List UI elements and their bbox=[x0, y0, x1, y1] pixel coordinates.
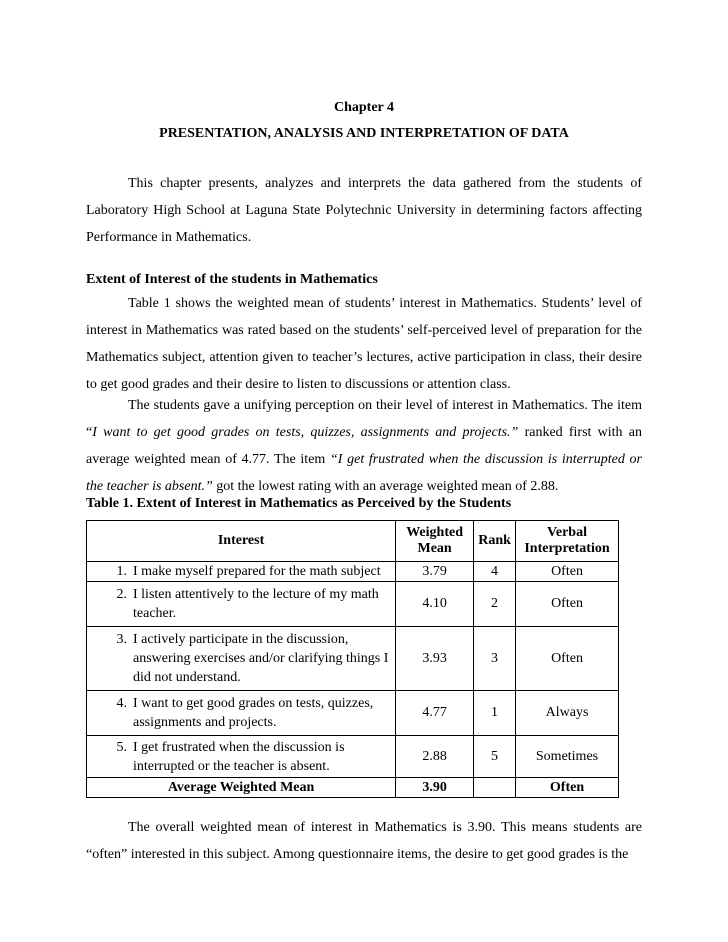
average-label: Average Weighted Mean bbox=[87, 778, 396, 798]
header-verbal: Verbal bbox=[547, 525, 587, 540]
item-number: 5. bbox=[116, 739, 127, 755]
mean-cell: 3.79 bbox=[396, 562, 474, 582]
verbal-cell: Always bbox=[516, 691, 619, 736]
paragraph-1-text: Table 1 shows the weighted mean of students’ interest in Mathematics. Students’ level of interest in Mathematics was rated based on the students’ self-perceived level of preparation for the Mathematics subject, attention given to teacher’s lectures, active participation in class, their desire to get good grades and their desire to listen to discussions or attention class. bbox=[86, 296, 642, 392]
item-number: 4. bbox=[116, 696, 127, 711]
item-number: 2. bbox=[116, 587, 127, 602]
item-text: I want to get good grades on tests, quizzes, assignments and projects. bbox=[133, 696, 374, 730]
header-weighted-mean bbox=[396, 521, 474, 562]
header-interpretation: Interpretation bbox=[524, 541, 610, 556]
mean-cell: 3.93 bbox=[396, 627, 474, 691]
chapter-label: Chapter 4 bbox=[333, 100, 395, 115]
interest-table bbox=[86, 520, 619, 798]
table-row bbox=[87, 627, 619, 691]
rank-cell: 1 bbox=[474, 691, 516, 736]
rank-cell: 4 bbox=[474, 562, 516, 582]
header-mean: Mean bbox=[417, 541, 452, 556]
paragraph-2-e: got the lowest rating with an average weighted mean of 2.88. bbox=[212, 479, 559, 494]
item-cell bbox=[87, 562, 396, 582]
item-cell bbox=[87, 691, 396, 736]
average-verbal: Often bbox=[516, 778, 619, 798]
average-mean: 3.90 bbox=[396, 778, 474, 798]
paragraph-2-c: ranked first with an average weighted mean of 4.77. The item bbox=[86, 425, 642, 467]
verbal-cell: Often bbox=[516, 562, 619, 582]
item-cell bbox=[87, 736, 396, 778]
paragraph-2 bbox=[86, 392, 642, 500]
rank-cell: 2 bbox=[474, 582, 516, 627]
average-rank bbox=[474, 778, 516, 798]
table-row bbox=[87, 691, 619, 736]
header-interest: Interest bbox=[87, 521, 396, 562]
table-header-row bbox=[87, 521, 619, 562]
header-verbal-interpretation bbox=[516, 521, 619, 562]
paragraph-2-b: I want to get good grades on tests, quizzes, assignments and projects.” bbox=[92, 425, 519, 440]
mean-cell: 4.77 bbox=[396, 691, 474, 736]
rank-cell: 5 bbox=[474, 736, 516, 778]
chapter-title: PRESENTATION, ANALYSIS AND INTERPRETATION OF DATA bbox=[159, 126, 569, 141]
rank-cell: 3 bbox=[474, 627, 516, 691]
item-text: I listen attentively to the lecture of my math teacher. bbox=[133, 587, 379, 621]
paragraph-3 bbox=[86, 814, 642, 868]
table-row bbox=[87, 736, 619, 778]
average-row bbox=[87, 778, 619, 798]
item-cell bbox=[87, 582, 396, 627]
mean-cell: 2.88 bbox=[396, 736, 474, 778]
intro-paragraph bbox=[86, 170, 642, 251]
item-text: I actively participate in the discussion, answering exercises and/or clarifying things I did not understand. bbox=[133, 632, 389, 685]
verbal-cell: Sometimes bbox=[516, 736, 619, 778]
verbal-cell: Often bbox=[516, 627, 619, 691]
mean-cell: 4.10 bbox=[396, 582, 474, 627]
section-heading: Extent of Interest of the students in Mathematics bbox=[86, 272, 378, 287]
item-number: 1. bbox=[116, 564, 127, 579]
verbal-cell: Often bbox=[516, 582, 619, 627]
header-rank: Rank bbox=[474, 521, 516, 562]
paragraph-1 bbox=[86, 290, 642, 398]
table-caption: Table 1. Extent of Interest in Mathematics as Perceived by the Students bbox=[86, 496, 512, 511]
item-text: I make myself prepared for the math subject bbox=[133, 564, 381, 579]
item-number: 3. bbox=[116, 632, 127, 647]
paragraph-2-a: The students gave a unifying perception on their level of interest in Mathematics. The item “ bbox=[86, 398, 642, 440]
intro-text: This chapter presents, analyzes and interprets the data gathered from the students of Laboratory High School at Laguna State Polytechnic University in determining factors affecting Performance in Mathematics. bbox=[86, 176, 642, 245]
item-text: I get frustrated when the discussion is interrupted or the teacher is absent. bbox=[133, 739, 345, 774]
paragraph-2-d: “I get frustrated when the discussion is interrupted or the teacher is absent.” bbox=[86, 452, 642, 494]
item-cell bbox=[87, 627, 396, 691]
table-row bbox=[87, 562, 619, 582]
table-row bbox=[87, 582, 619, 627]
paragraph-3-text: The overall weighted mean of interest in Mathematics is 3.90. This means students are “often” interested in this subject. Among questionnaire items, the desire to get good grades is the bbox=[86, 820, 642, 862]
header-weighted: Weighted bbox=[406, 525, 463, 540]
